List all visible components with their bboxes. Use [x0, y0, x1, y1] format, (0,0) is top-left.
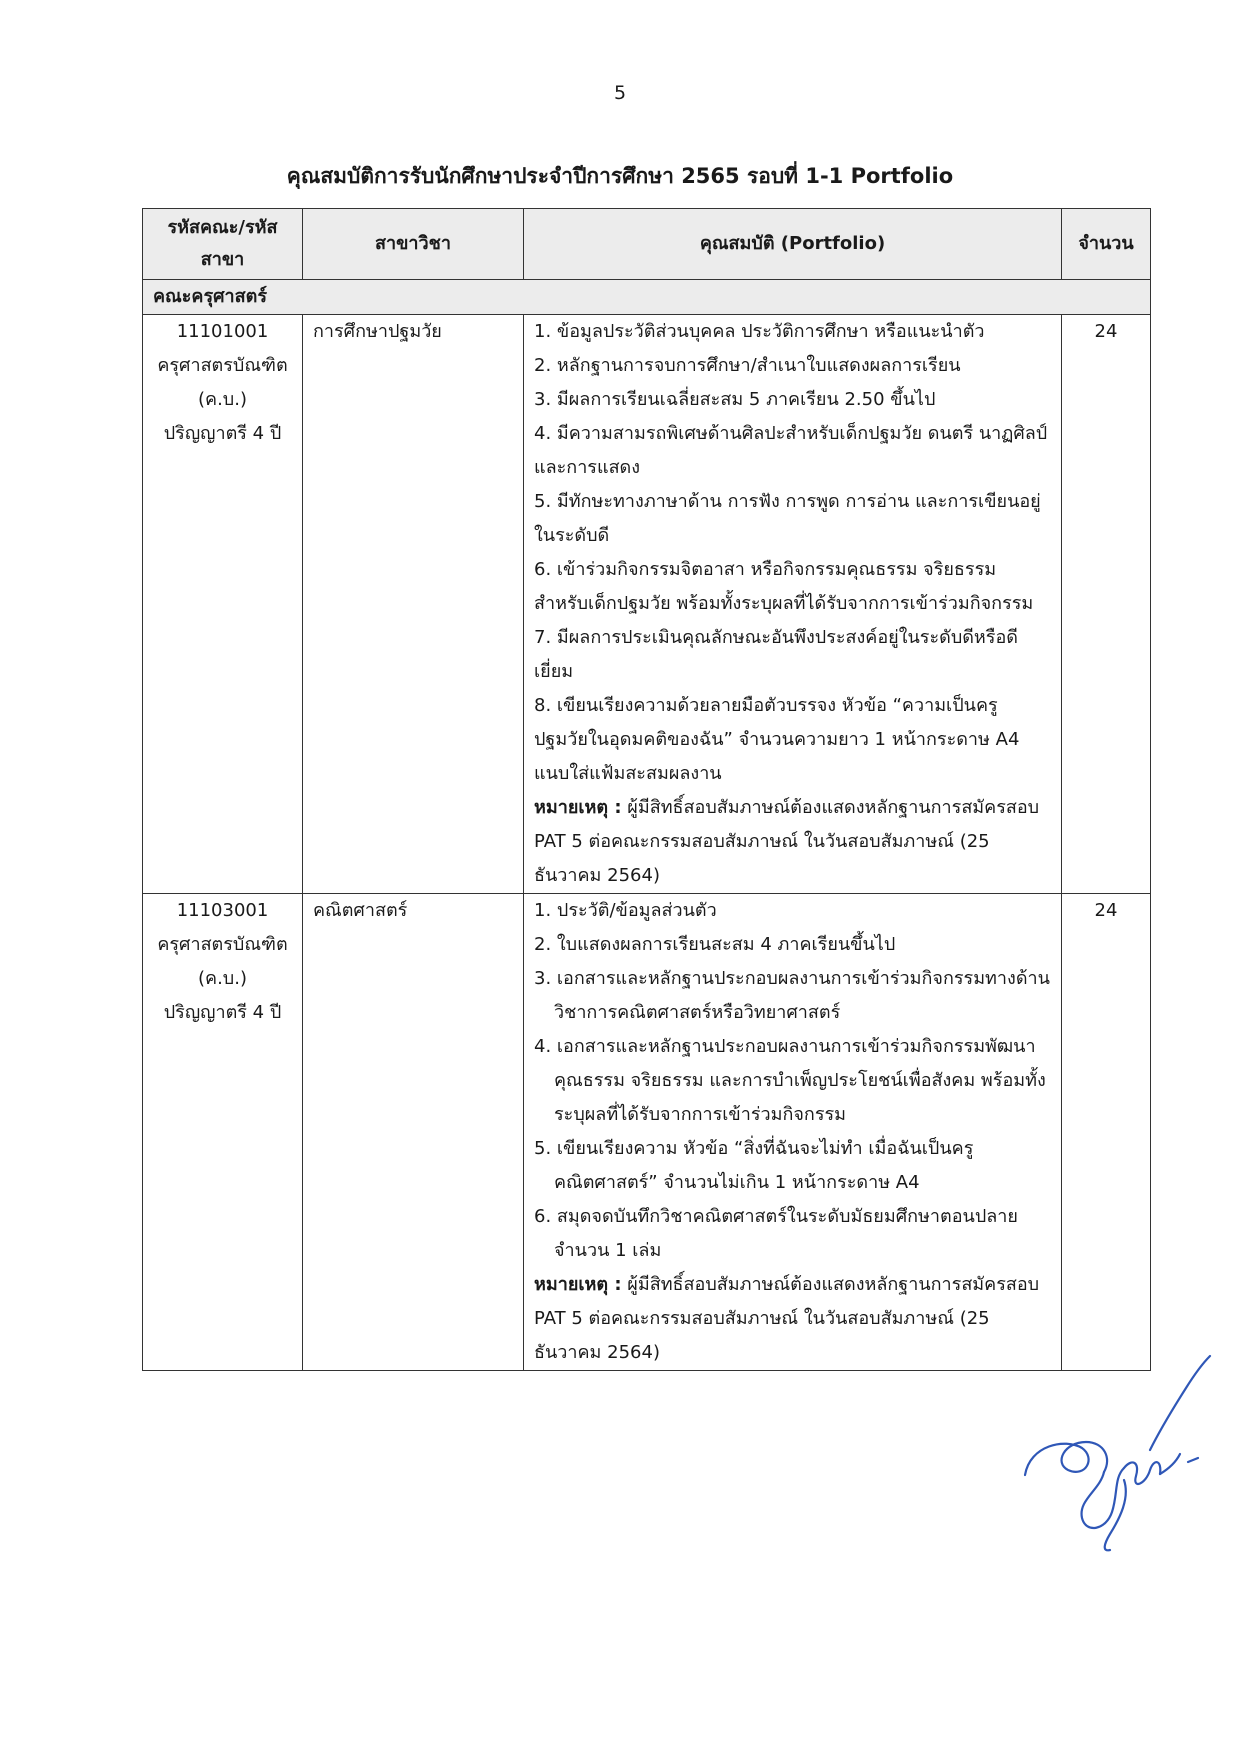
header-count: จำนวน [1062, 209, 1151, 280]
faculty-name: คณะครุศาสตร์ [143, 280, 1151, 315]
document-title: คุณสมบัติการรับนักศึกษาประจำปีการศึกษา 2565 รอบที่ 1-1 Portfolio [286, 164, 954, 188]
header-code: รหัสคณะ/รหัสสาขา [143, 209, 303, 280]
program-code-cell [143, 315, 303, 894]
header-qualifications: คุณสมบัติ (Portfolio) [524, 209, 1062, 280]
list-item: 6. เข้าร่วมกิจกรรมจิตอาสา หรือกิจกรรมคุณธรรม จริยธรรม สำหรับเด็กปฐมวัย พร้อมทั้งระบุผลที่ได้รับจากการเข้าร่วมกิจกรรม [534, 559, 1034, 614]
page-number: 5 [613, 82, 627, 104]
major-name: คณิตศาสตร์ [303, 894, 524, 1371]
list-item: 8. เขียนเรียงความด้วยลายมือตัวบรรจง หัวข้อ “ความเป็นครูปฐมวัยในอุดมคติของฉัน” จำนวนความยาว 1 หน้ากระดาษ A4 แนบใส่แฟ้มสะสมผลงาน [534, 695, 1020, 784]
qualifications-list [534, 894, 1051, 1268]
note-text: ผู้มีสิทธิ์สอบสัมภาษณ์ต้องแสดงหลักฐานการสมัครสอบ PAT 5 ต่อคณะกรรมสอบสัมภาษณ์ ในวันสอบสัมภาษณ์ (25 ธันวาคม 2564) [534, 797, 1040, 886]
program-length: ปริญญาตรี 4 ปี [163, 1002, 282, 1023]
seat-count: 24 [1062, 315, 1151, 894]
list-item: 6. สมุดจดบันทึกวิชาคณิตศาสตร์ในระดับมัธยมศึกษาตอนปลาย จำนวน 1 เล่ม [534, 1206, 1018, 1261]
note [534, 1268, 1051, 1370]
qualifications-table [142, 208, 1151, 1371]
list-item: 5. มีทักษะทางภาษาด้าน การฟัง การพูด การอ่าน และการเขียนอยู่ในระดับดี [534, 491, 1041, 546]
signature-icon [1020, 1350, 1220, 1560]
note [534, 791, 1051, 893]
note-label: หมายเหตุ : [534, 1274, 622, 1295]
degree-abbr: (ค.บ.) [198, 389, 247, 410]
note-label: หมายเหตุ : [534, 797, 622, 818]
list-item: 3. มีผลการเรียนเฉลี่ยสะสม 5 ภาคเรียน 2.50 ขึ้นไป [534, 389, 936, 410]
degree-name: ครุศาสตรบัณฑิต [157, 934, 288, 955]
program-code: 11101001 [176, 321, 269, 342]
list-item: 3. เอกสารและหลักฐานประกอบผลงานการเข้าร่วมกิจกรรมทางด้านวิชาการคณิตศาสตร์หรือวิทยาศาสตร์ [534, 968, 1050, 1023]
qualifications-cell [524, 894, 1062, 1371]
program-length: ปริญญาตรี 4 ปี [163, 423, 282, 444]
table-row [143, 894, 1151, 1371]
list-item: 2. ใบแสดงผลการเรียนสะสม 4 ภาคเรียนขึ้นไป [534, 934, 896, 955]
table-header-row [143, 209, 1151, 280]
faculty-row [143, 280, 1151, 315]
list-item: 4. เอกสารและหลักฐานประกอบผลงานการเข้าร่วมกิจกรรมพัฒนาคุณธรรม จริยธรรม และการบำเพ็ญประโยชน์เพื่อสังคม พร้อมทั้งระบุผลที่ได้รับจากการเข้าร่วมกิจกรรม [534, 1036, 1046, 1125]
table-row [143, 315, 1151, 894]
list-item: 1. ข้อมูลประวัติส่วนบุคคล ประวัติการศึกษา หรือแนะนำตัว [534, 321, 985, 342]
qualifications-cell [524, 315, 1062, 894]
program-code: 11103001 [176, 900, 269, 921]
qualifications-list [534, 315, 1051, 791]
list-item: 1. ประวัติ/ข้อมูลส่วนตัว [534, 900, 717, 921]
list-item: 4. มีความสามรถพิเศษด้านศิลปะสำหรับเด็กปฐมวัย ดนตรี นาฏศิลป์ และการแสดง [534, 423, 1048, 478]
major-name: การศึกษาปฐมวัย [303, 315, 524, 894]
header-major: สาขาวิชา [303, 209, 524, 280]
degree-name: ครุศาสตรบัณฑิต [157, 355, 288, 376]
list-item: 5. เขียนเรียงความ หัวข้อ “สิ่งที่ฉันจะไม่ทำ เมื่อฉันเป็นครูคณิตศาสตร์” จำนวนไม่เกิน 1 หน้ากระดาษ A4 [534, 1138, 974, 1193]
list-item: 7. มีผลการประเมินคุณลักษณะอันพึงประสงค์อยู่ในระดับดีหรือดีเยี่ยม [534, 627, 1018, 682]
program-code-cell [143, 894, 303, 1371]
list-item: 2. หลักฐานการจบการศึกษา/สำเนาใบแสดงผลการเรียน [534, 355, 961, 376]
seat-count: 24 [1062, 894, 1151, 1371]
degree-abbr: (ค.บ.) [198, 968, 247, 989]
note-text: ผู้มีสิทธิ์สอบสัมภาษณ์ต้องแสดงหลักฐานการสมัครสอบ PAT 5 ต่อคณะกรรมสอบสัมภาษณ์ ในวันสอบสัมภาษณ์ (25 ธันวาคม 2564) [534, 1274, 1040, 1363]
